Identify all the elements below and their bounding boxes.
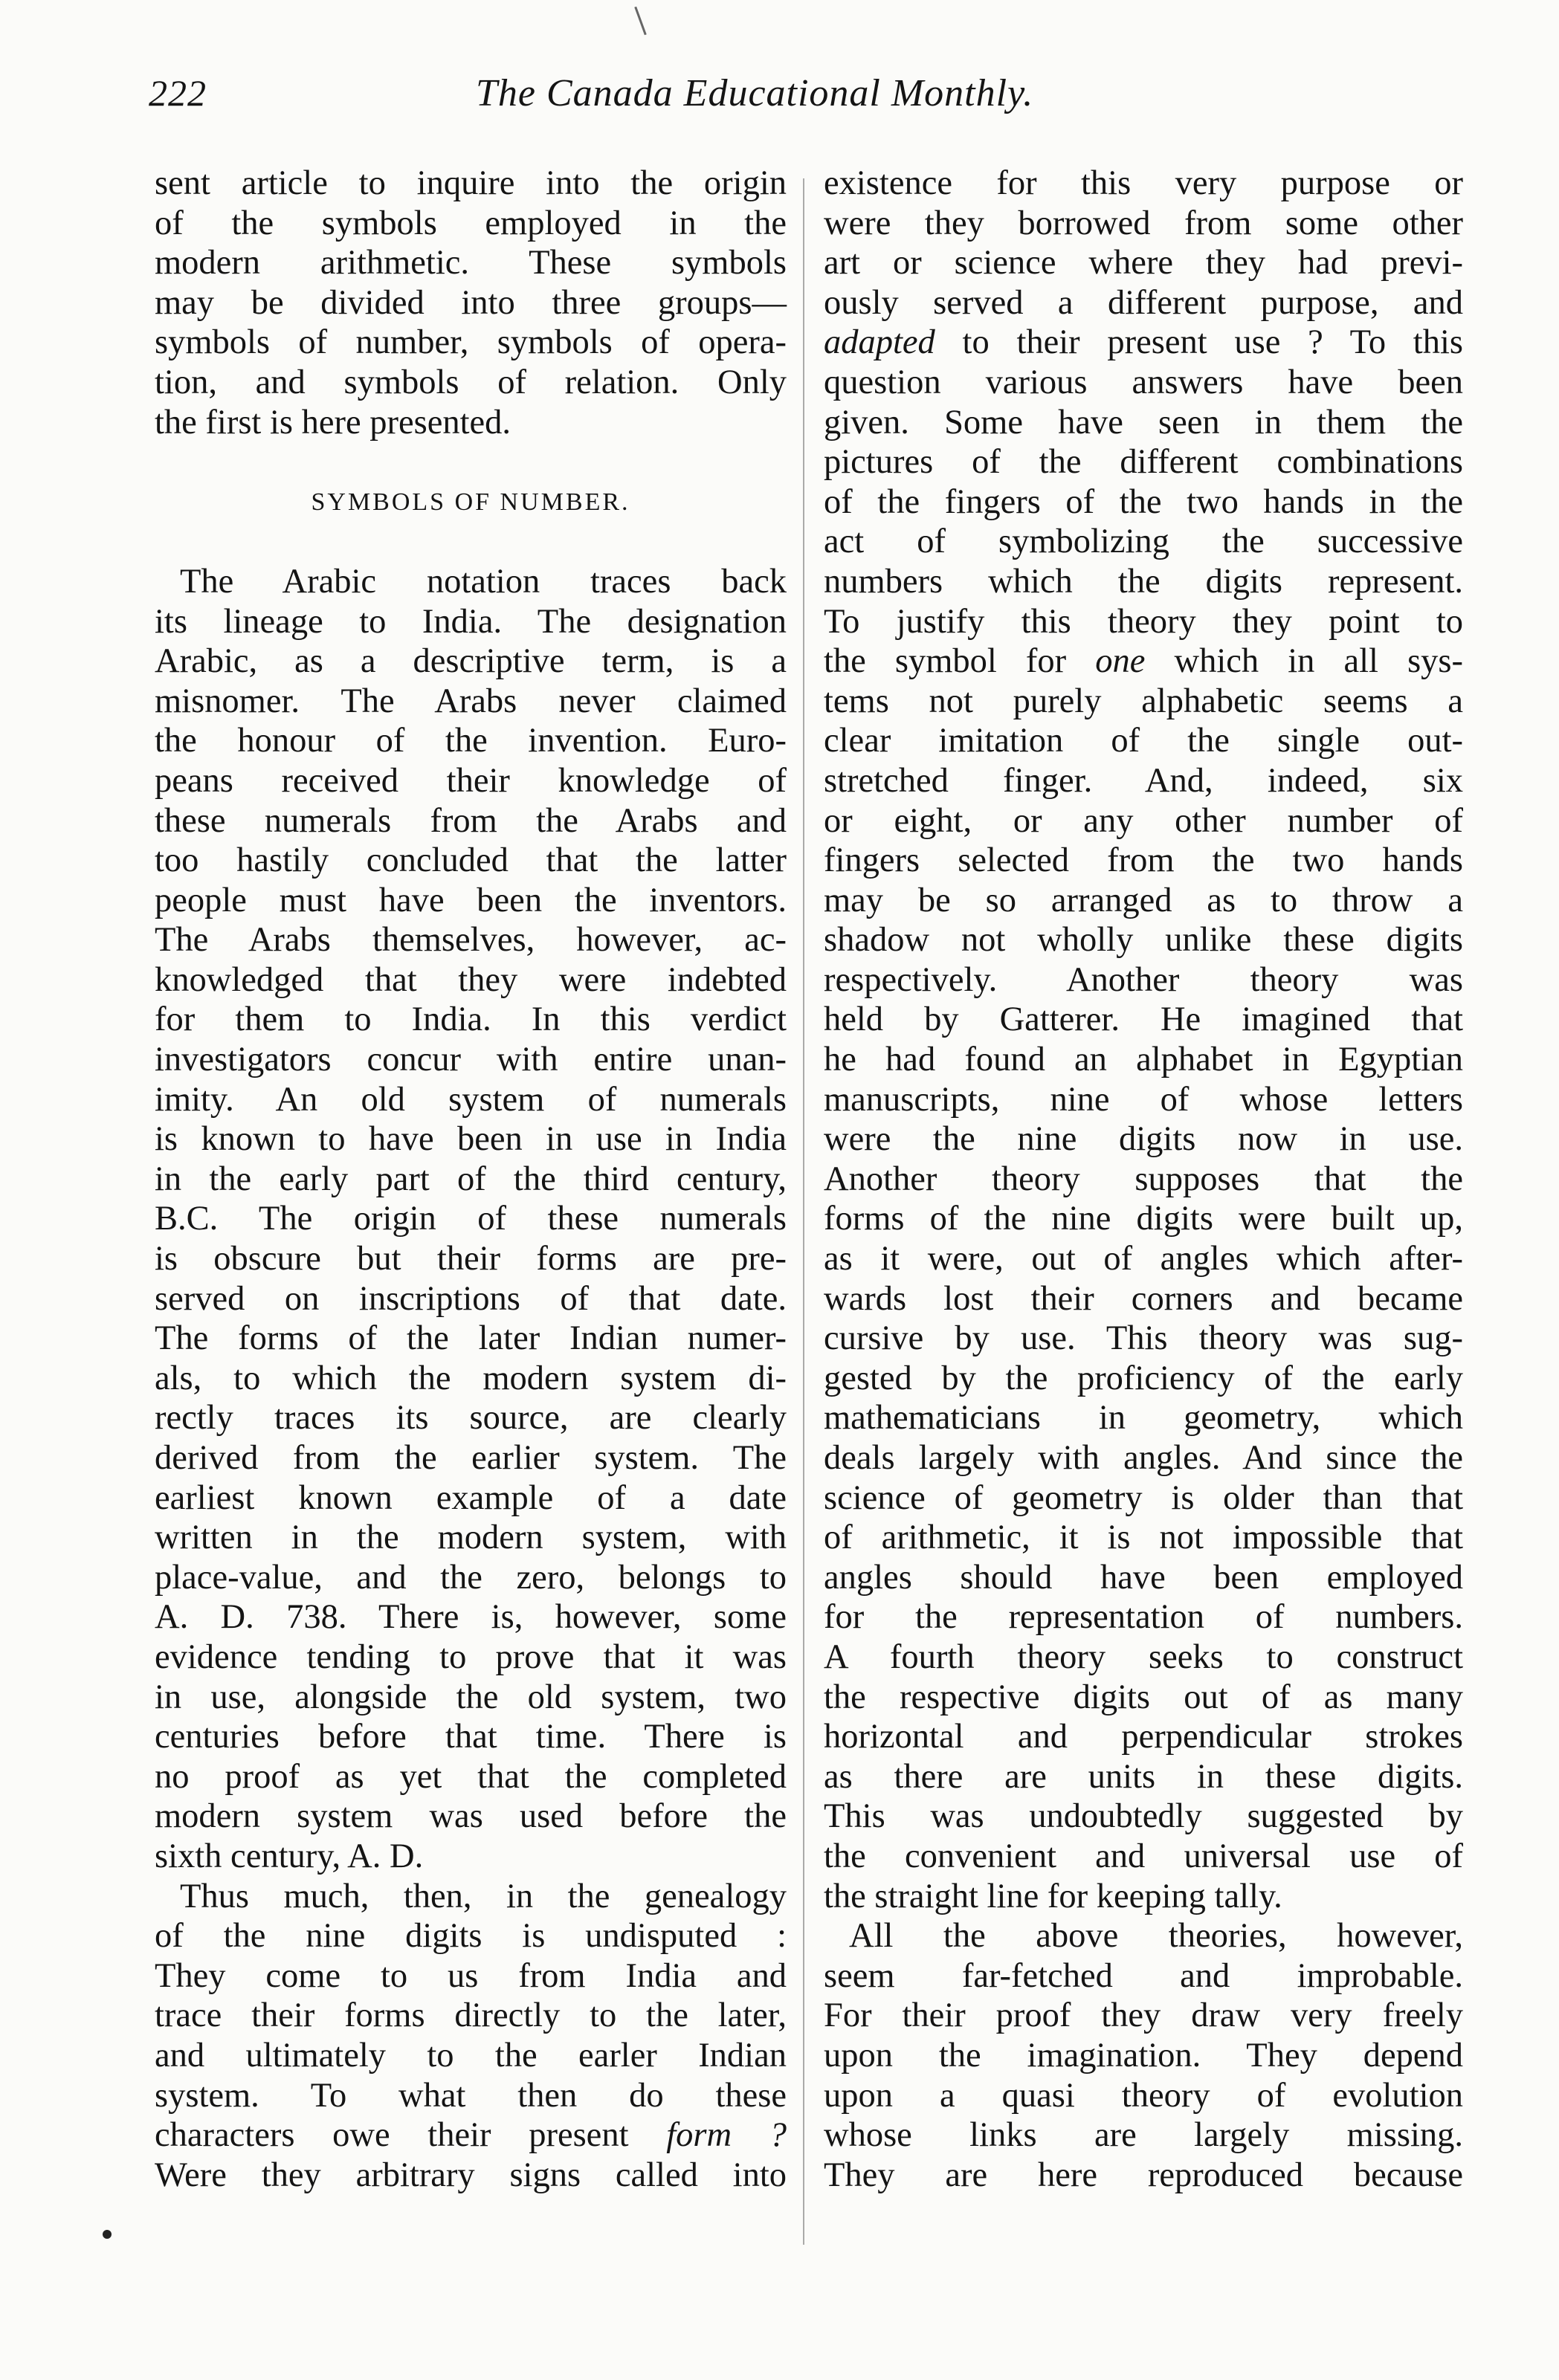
text-line: of arithmetic, it is not impossible that (824, 1519, 1463, 1557)
text-line: als, to which the modern system di- (155, 1359, 787, 1397)
text-line: whose links are largely missing. (824, 2116, 1463, 2155)
text-line: the respective digits out of as many (824, 1678, 1463, 1716)
text-line: fingers selected from the two hands (824, 841, 1463, 880)
text-line: were the nine digits now in use. (824, 1120, 1463, 1159)
text-line: The Arabic notation traces back (180, 562, 787, 601)
text-line: investigators concur with entire unan- (155, 1041, 787, 1079)
column-divider (803, 178, 804, 2245)
text-line: The forms of the later Indian numer- (155, 1319, 787, 1358)
text-line: All the above theories, however, (849, 1917, 1463, 1956)
text-line: The Arabs themselves, however, ac- (155, 921, 787, 960)
spacer (155, 522, 787, 562)
text-line: rectly traces its source, are clearly (155, 1399, 787, 1438)
italic-text: adapted (824, 323, 935, 362)
text-line: Another theory supposes that the (824, 1160, 1463, 1198)
italic-text: one (1095, 642, 1146, 681)
text-line: the honour of the invention. Euro- (155, 722, 787, 760)
running-title: The Canada Educational Monthly. (476, 72, 1034, 114)
text-line: held by Gatterer. He imagined that (824, 1000, 1463, 1039)
text-line: derived from the earlier system. The (155, 1439, 787, 1477)
text-line: horizontal and perpendicular strokes (824, 1718, 1463, 1756)
text-line: and ultimately to the earler Indian (155, 2036, 787, 2075)
text-line: pictures of the different combinations (824, 443, 1463, 482)
text-line: evidence tending to prove that it was (155, 1637, 787, 1676)
text-line: Arabic, as a descriptive term, is a (155, 642, 787, 681)
text-line: science of geometry is older than that (824, 1478, 1463, 1517)
text-line: these numerals from the Arabs and (155, 801, 787, 840)
text-line: clear imitation of the single out- (824, 722, 1463, 760)
text-line: manuscripts, nine of whose letters (824, 1080, 1463, 1119)
spacer (155, 442, 787, 482)
text-line: system. To what then do these (155, 2076, 787, 2115)
text-line: question various answers have been (824, 363, 1463, 401)
text-line: the first is here presented. (155, 403, 511, 442)
ink-dot (103, 2230, 112, 2239)
text-line (824, 641, 1463, 682)
text-line: may be divided into three groups— (155, 283, 787, 322)
text-line: B.C. The origin of these numerals (155, 1200, 787, 1238)
text-line: given. Some have seen in them the (824, 403, 1463, 442)
text-line: upon the imagination. They depend (824, 2036, 1463, 2075)
text-line: as it were, out of angles which after- (824, 1240, 1463, 1278)
text-line: numbers which the digits represent. (824, 562, 1463, 601)
text-line: act of symbolizing the successive (824, 523, 1463, 561)
text-line: were they borrowed from some other (824, 204, 1463, 242)
text-line: stretched finger. And, indeed, six (824, 761, 1463, 800)
text-line: earliest known example of a date (155, 1478, 787, 1517)
text-line: wards lost their corners and became (824, 1279, 1463, 1318)
text-line: Thus much, then, in the genealogy (180, 1877, 787, 1915)
text-line: trace their forms directly to the later, (155, 1996, 787, 2035)
text-line: place-value, and the zero, belongs to (155, 1558, 787, 1597)
text-line: existence for this very purpose or (824, 164, 1463, 202)
text-segment: characters owe their present (155, 2116, 667, 2155)
text-line: imity. An old system of numerals (155, 1080, 787, 1119)
text-line: the straight line for keeping tally. (824, 1877, 1282, 1915)
text-line: is obscure but their forms are pre- (155, 1240, 787, 1278)
text-line: he had found an alphabet in Egyptian (824, 1041, 1463, 1079)
text-line: modern arithmetic. These symbols (155, 244, 787, 282)
text-line: in the early part of the third century, (155, 1160, 787, 1198)
text-line: forms of the nine digits were built up, (824, 1200, 1463, 1238)
text-line: as there are units in these digits. (824, 1757, 1463, 1796)
text-line: misnomer. The Arabs never claimed (155, 682, 787, 720)
text-line: They come to us from India and (155, 1956, 787, 1995)
section-heading: SYMBOLS OF NUMBER. (311, 488, 630, 516)
text-line: angles should have been employed (824, 1558, 1463, 1597)
text-line: written in the modern system, with (155, 1519, 787, 1557)
text-line: modern system was used before the (155, 1797, 787, 1836)
text-line: may be so arranged as to throw a (824, 881, 1463, 919)
text-segment: the symbol for (824, 642, 1096, 681)
text-line: people must have been the inventors. (155, 881, 787, 919)
text-line: peans received their knowledge of (155, 761, 787, 800)
text-line: of the nine digits is undisputed : (155, 1917, 787, 1956)
text-line: art or science where they had previ- (824, 244, 1463, 282)
text-line: A fourth theory seeks to construct (824, 1637, 1463, 1676)
ink-speck (634, 7, 646, 36)
text-line: mathematicians in geometry, which (824, 1399, 1463, 1438)
text-line: knowledged that they were indebted (155, 960, 787, 999)
text-line (155, 2115, 787, 2156)
text-segment: to their present use ? To this (935, 323, 1463, 362)
text-line: For their proof they draw very freely (824, 1996, 1463, 2035)
text-line: in use, alongside the old system, two (155, 1678, 787, 1716)
text-line: for them to India. In this verdict (155, 1000, 787, 1039)
text-line: upon a quasi theory of evolution (824, 2076, 1463, 2115)
page-number: 222 (149, 72, 207, 114)
text-line: Were they arbitrary signs called into (155, 2156, 787, 2194)
text-line: tems not purely alphabetic seems a (824, 682, 1463, 720)
text-line: cursive by use. This theory was sug- (824, 1319, 1463, 1358)
text-line: tion, and symbols of relation. Only (155, 363, 787, 401)
text-line: served on inscriptions of that date. (155, 1279, 787, 1318)
italic-text: form ? (666, 2116, 787, 2155)
right-column (824, 164, 1463, 2195)
text-line: They are here reproduced because (824, 2156, 1463, 2194)
page-header (149, 71, 1479, 131)
text-line: A. D. 738. There is, however, some (155, 1598, 787, 1637)
text-line: the convenient and universal use of (824, 1837, 1463, 1875)
text-line: respectively. Another theory was (824, 960, 1463, 999)
text-line: no proof as yet that the completed (155, 1757, 787, 1796)
text-line: To justify this theory they point to (824, 602, 1463, 641)
text-line: deals largely with angles. And since the (824, 1439, 1463, 1477)
text-line (824, 323, 1463, 363)
text-segment: which in all sys- (1145, 642, 1464, 681)
text-line: of the fingers of the two hands in the (824, 482, 1463, 521)
left-column (155, 164, 787, 2195)
text-line: is known to have been in use in India (155, 1120, 787, 1159)
text-line: its lineage to India. The designation (155, 602, 787, 641)
text-line: This was undoubtedly suggested by (824, 1797, 1463, 1836)
text-line: for the representation of numbers. (824, 1598, 1463, 1637)
text-line: symbols of number, symbols of opera- (155, 323, 787, 362)
text-line: sixth century, A. D. (155, 1837, 424, 1875)
text-line: ously served a different purpose, and (824, 283, 1463, 322)
text-line: centuries before that time. There is (155, 1718, 787, 1756)
text-line: seem far-fetched and improbable. (824, 1956, 1463, 1995)
text-line: gested by the proficiency of the early (824, 1359, 1463, 1397)
text-line: shadow not wholly unlike these digits (824, 921, 1463, 960)
text-line: or eight, or any other number of (824, 801, 1463, 840)
text-line: too hastily concluded that the latter (155, 841, 787, 880)
text-line: sent article to inquire into the origin (155, 164, 787, 202)
text-line: of the symbols employed in the (155, 204, 787, 242)
